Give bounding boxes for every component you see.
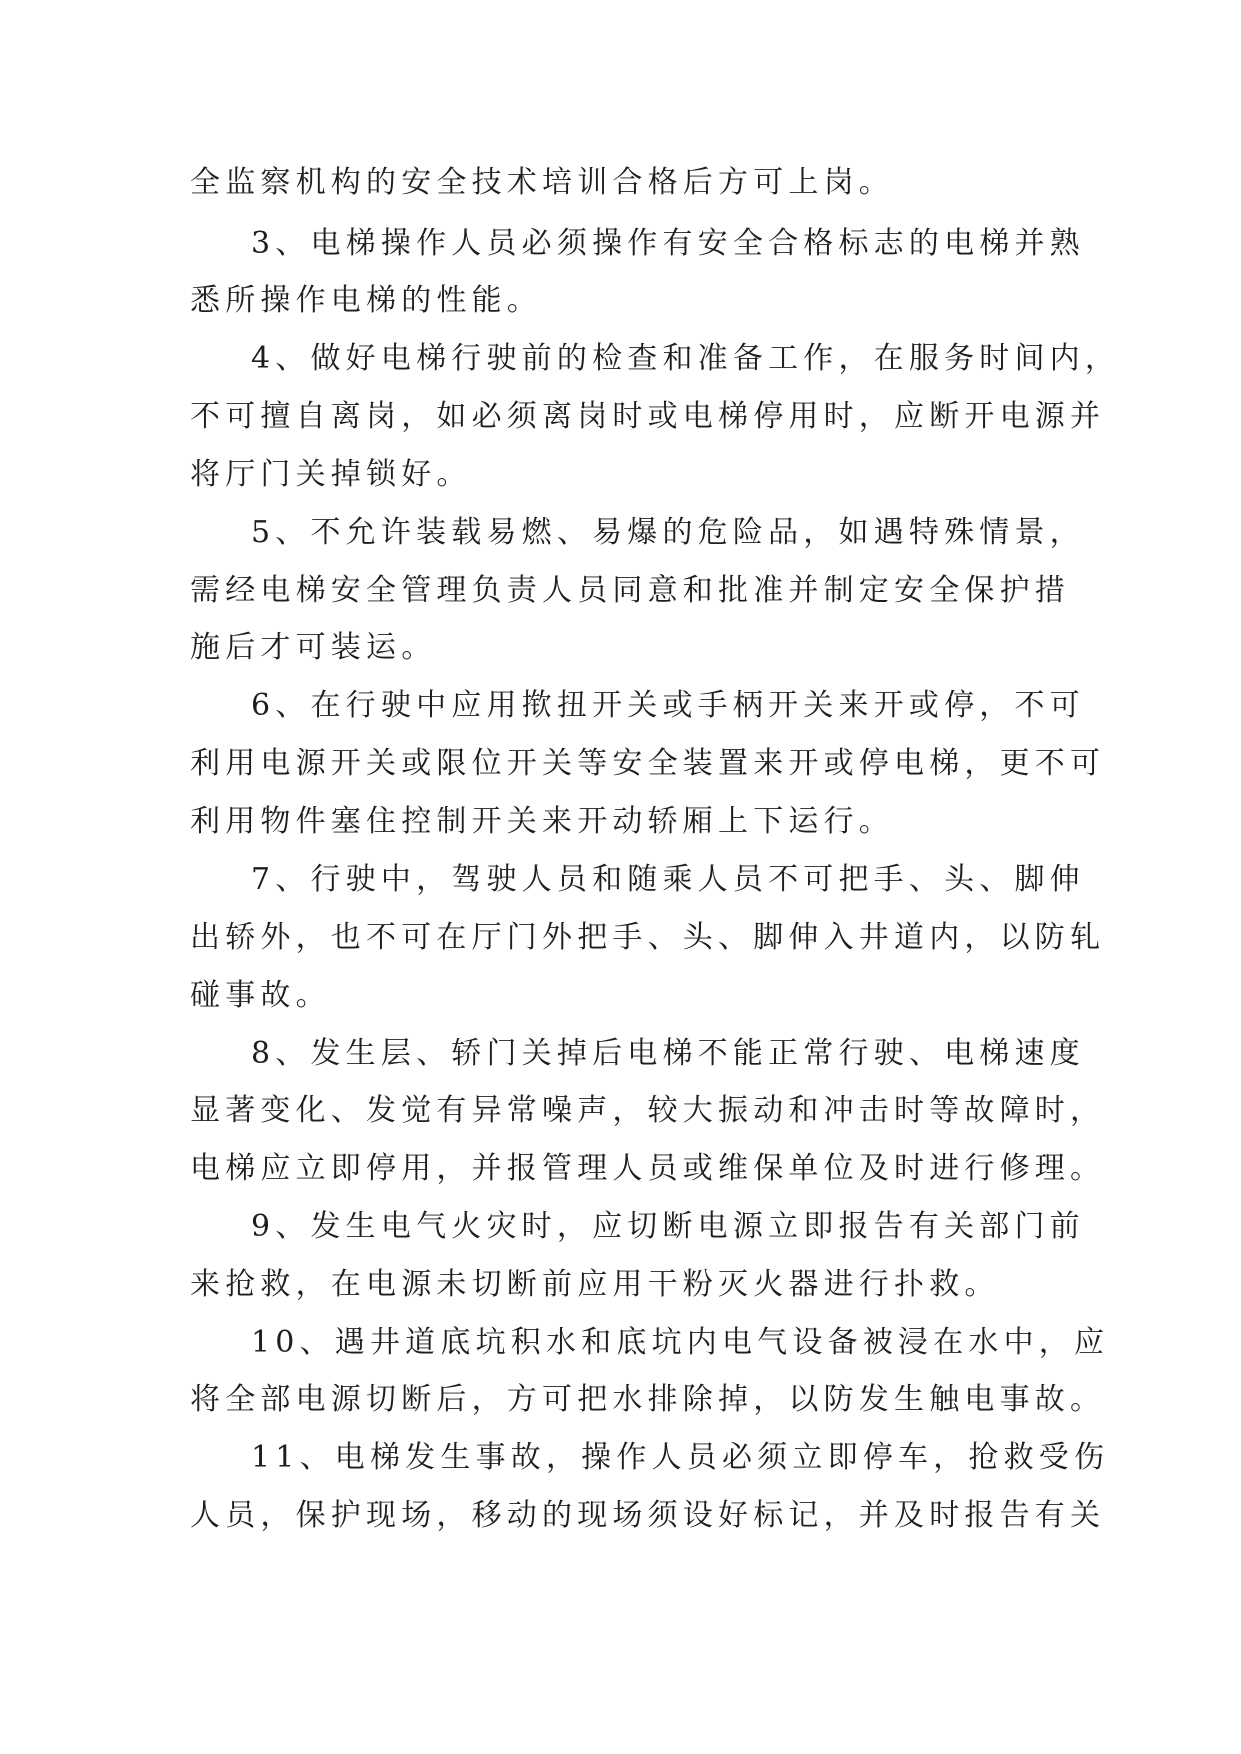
text-line: 全监察机构的安全技术培训合格后方可上岗。 xyxy=(190,165,894,200)
paragraph-8-line-1: 8、发生层、轿门关掉后电梯不能正常行驶、电梯速度 xyxy=(251,1036,1085,1071)
paragraph-9-line-2: 来抢救，在电源未切断前应用干粉灭火器进行扑救。 xyxy=(190,1267,1000,1302)
paragraph-6-line-2: 利用电源开关或限位开关等安全装置来开或停电梯，更不可 xyxy=(190,746,1106,781)
paragraph-8-line-3: 电梯应立即停用，并报管理人员或维保单位及时进行修理。 xyxy=(190,1151,1106,1186)
paragraph-5-line-3: 施后才可装运。 xyxy=(190,630,437,665)
paragraph-7-line-1: 7、行驶中，驾驶人员和随乘人员不可把手、头、脚伸 xyxy=(251,862,1085,897)
paragraph-6-line-1: 6、在行驶中应用揿扭开关或手柄开关来开或停，不可 xyxy=(251,688,1085,723)
paragraph-10-line-1: 10、遇井道底坑积水和底坑内电气设备被浸在水中，应 xyxy=(251,1325,1110,1360)
paragraph-11-line-1: 11、电梯发生事故，操作人员必须立即停车，抢救受伤 xyxy=(251,1440,1110,1475)
paragraph-4-line-1: 4、做好电梯行驶前的检查和准备工作，在服务时间内， xyxy=(251,341,1121,376)
paragraph-5-line-1: 5、不允许装载易燃、易爆的危险品，如遇特殊情景， xyxy=(251,515,1085,550)
paragraph-3-line-1: 3、电梯操作人员必须操作有安全合格标志的电梯并熟 xyxy=(251,226,1085,261)
paragraph-5-line-2: 需经电梯安全管理负责人员同意和批准并制定安全保护措 xyxy=(190,573,1070,608)
paragraph-3-line-2: 悉所操作电梯的性能。 xyxy=(190,283,542,318)
paragraph-7-line-2: 出轿外，也不可在厅门外把手、头、脚伸入井道内，以防轧 xyxy=(190,920,1106,955)
paragraph-8-line-2: 显著变化、发觉有异常噪声，较大振动和冲击时等故障时， xyxy=(190,1093,1106,1128)
paragraph-11-line-2: 人员，保护现场，移动的现场须设好标记，并及时报告有关 xyxy=(190,1498,1106,1533)
paragraph-7-line-3: 碰事故。 xyxy=(190,978,331,1013)
paragraph-6-line-3: 利用物件塞住控制开关来开动轿厢上下运行。 xyxy=(190,804,894,839)
paragraph-4-line-2: 不可擅自离岗，如必须离岗时或电梯停用时，应断开电源并 xyxy=(190,399,1106,434)
paragraph-4-line-3: 将厅门关掉锁好。 xyxy=(190,457,472,492)
paragraph-9-line-1: 9、发生电气火灾时，应切断电源立即报告有关部门前 xyxy=(251,1209,1085,1244)
paragraph-10-line-2: 将全部电源切断后，方可把水排除掉，以防发生触电事故。 xyxy=(190,1382,1106,1417)
